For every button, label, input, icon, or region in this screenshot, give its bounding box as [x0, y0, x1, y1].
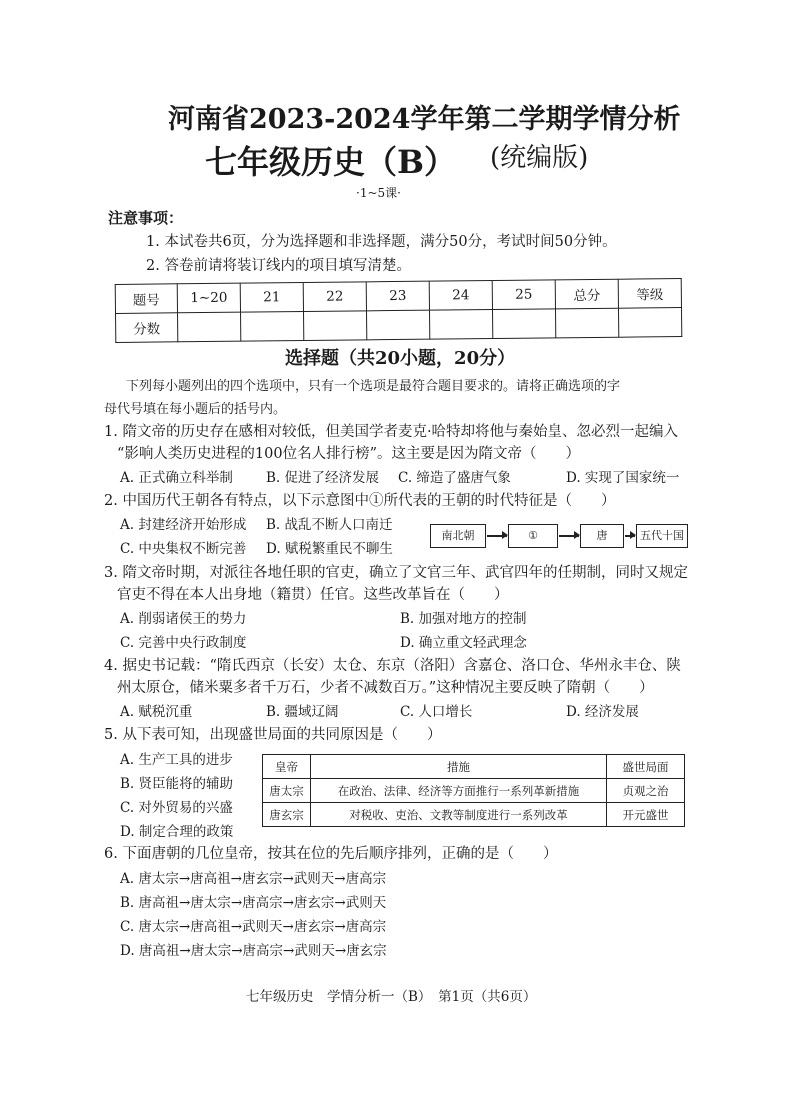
score-blank-cell[interactable] [429, 310, 492, 340]
measures-cell: 贞观之治 [607, 779, 685, 803]
score-blank-cell[interactable] [492, 309, 555, 339]
q2-option-a: A. 封建经济开始形成 [120, 517, 247, 533]
table-row [263, 779, 685, 803]
notice-heading: 注意事项： [108, 209, 184, 227]
score-cell: 题号 [115, 284, 177, 314]
exam-title-line1: 河南省2023-2024学年第二学期学情分析 [168, 104, 681, 135]
lesson-scope: ·1~5课· [356, 186, 401, 200]
q3-option-d: D. 确立重文轻武理念 [400, 635, 527, 651]
flow-arrow-icon [625, 535, 635, 537]
q1-option-c: C. 缔造了盛唐气象 [398, 470, 511, 486]
q5-option-c: C. 对外贸易的兴盛 [120, 800, 233, 816]
measures-header-cell: 措施 [311, 755, 607, 779]
flow-arrow-icon [487, 535, 507, 537]
measures-header-cell: 皇帝 [263, 755, 311, 779]
q5-option-d: D. 制定合理的政策 [120, 824, 234, 840]
dynasty-flow-diagram [430, 522, 690, 552]
score-table-blank-row [116, 308, 682, 343]
notice-item-1: 1. 本试卷共6页，分为选择题和非选择题，满分50分，考试时间50分钟。 [146, 234, 617, 250]
q5-option-a: A. 生产工具的进步 [120, 752, 233, 768]
section-title: 选择题（共20小题，20分） [285, 348, 516, 369]
q2-option-b: B. 战乱不断人口南迁 [266, 517, 393, 533]
score-cell: 21 [240, 282, 303, 312]
measures-header-cell: 盛世局面 [607, 755, 685, 779]
score-blank-cell[interactable] [555, 308, 618, 338]
section-instruction-2: 母代号填在每小题后的括号内。 [104, 402, 287, 417]
q3-stem-1: 3. 隋文帝时期，对派往各地任职的官吏，确立了文官三年、武官四年的任期制，同时又规定 [104, 565, 688, 581]
q4-option-b: B. 疆域辽阔 [266, 704, 339, 720]
q2-option-c: C. 中央集权不断完善 [120, 541, 247, 557]
score-cell: 25 [492, 280, 555, 310]
page-footer: 七年级历史 学情分析一（B） 第1页（共6页） [246, 989, 537, 1005]
q6-option-d: D. 唐高祖→唐太宗→唐高宗→武则天→唐玄宗 [120, 943, 387, 959]
q6-option-a: A. 唐太宗→唐高祖→唐玄宗→武则天→唐高宗 [120, 871, 387, 887]
measures-cell: 唐玄宗 [263, 803, 311, 827]
score-cell: 24 [429, 281, 492, 311]
flow-box-unknown: ① [508, 524, 558, 548]
notice-item-2: 2. 答卷前请将装订线内的项目填写清楚。 [146, 258, 411, 274]
table-row [263, 803, 685, 827]
measures-cell: 开元盛世 [607, 803, 685, 827]
flow-box-five-dynasties: 五代十国 [636, 524, 688, 548]
flow-box-southern-northern: 南北朝 [430, 524, 486, 548]
flow-box-tang: 唐 [580, 524, 624, 548]
q1-stem-1: 1. 隋文帝的历史存在感相对较低，但美国学者麦克·哈特却将他与秦始皇、忽必烈一起编入 [104, 424, 679, 440]
q1-option-a: A. 正式确立科举制 [120, 470, 233, 486]
score-blank-cell[interactable] [367, 310, 430, 340]
exam-title-line2: 七年级历史（B） [205, 143, 457, 181]
q4-option-d: D. 经济发展 [566, 704, 639, 720]
score-blank-cell[interactable] [178, 312, 241, 342]
score-cell: 总分 [555, 279, 618, 309]
score-cell: 等级 [618, 279, 681, 309]
score-cell: 23 [366, 281, 429, 311]
flow-arrow-icon [559, 535, 579, 537]
q3-stem-2: 官吏不得在本人出身地（籍贯）任官。这些改革旨在（ ） [117, 587, 509, 603]
exam-edition: (统编版) [490, 143, 589, 173]
measures-cell: 唐太宗 [263, 779, 311, 803]
q2-stem: 2. 中国历代王朝各有特点，以下示意图中①所代表的王朝的时代特征是（ ） [104, 493, 616, 509]
score-table [115, 278, 683, 343]
score-label: 分数 [116, 313, 178, 343]
q5-stem: 5. 从下表可知，出现盛世局面的共同原因是（ ） [104, 727, 442, 743]
q3-option-b: B. 加强对地方的控制 [400, 611, 527, 627]
q6-option-b: B. 唐高祖→唐太宗→唐高宗→唐玄宗→武则天 [120, 895, 387, 911]
q1-option-d: D. 实现了国家统一 [566, 470, 680, 486]
score-blank-cell[interactable] [618, 308, 681, 338]
emperor-measures-table [262, 754, 685, 827]
measures-header-row [263, 755, 685, 779]
q6-stem: 6. 下面唐朝的几位皇帝，按其在位的先后顺序排列，正确的是（ ） [104, 846, 558, 862]
q4-stem-2: 州太原仓，储米粟多者千万石，少者不减数百万。”这种情况主要反映了隋朝（ ） [117, 680, 654, 696]
measures-cell: 对税收、吏治、文教等制度进行一系列改革 [311, 803, 607, 827]
q3-option-a: A. 削弱诸侯王的势力 [120, 611, 247, 627]
q4-option-c: C. 人口增长 [400, 704, 473, 720]
q3-option-c: C. 完善中央行政制度 [120, 635, 247, 651]
q2-option-d: D. 赋税繁重民不聊生 [266, 541, 393, 557]
q1-stem-2: “影响人类历史进程的100位名人排行榜”。这主要是因为隋文帝（ ） [117, 446, 580, 462]
score-blank-cell[interactable] [241, 311, 304, 341]
section-instruction-1: 下列每小题列出的四个选项中，只有一个选项是最符合题目要求的。请将正确选项的字 [126, 379, 621, 394]
measures-cell: 在政治、法律、经济等方面推行一系列革新措施 [311, 779, 607, 803]
q4-stem-1: 4. 据史书记载：“隋氏西京（长安）太仓、东京（洛阳）含嘉仓、洛口仓、华州永丰仓、陕 [104, 658, 681, 674]
q1-option-b: B. 促进了经济发展 [266, 470, 380, 486]
score-cell: 22 [303, 282, 366, 312]
q4-option-a: A. 赋税沉重 [120, 704, 193, 720]
q6-option-c: C. 唐太宗→唐高祖→武则天→唐玄宗→唐高宗 [120, 919, 387, 935]
q5-option-b: B. 贤臣能将的辅助 [120, 776, 234, 792]
score-blank-cell[interactable] [304, 311, 367, 341]
score-cell: 1~20 [177, 283, 240, 313]
